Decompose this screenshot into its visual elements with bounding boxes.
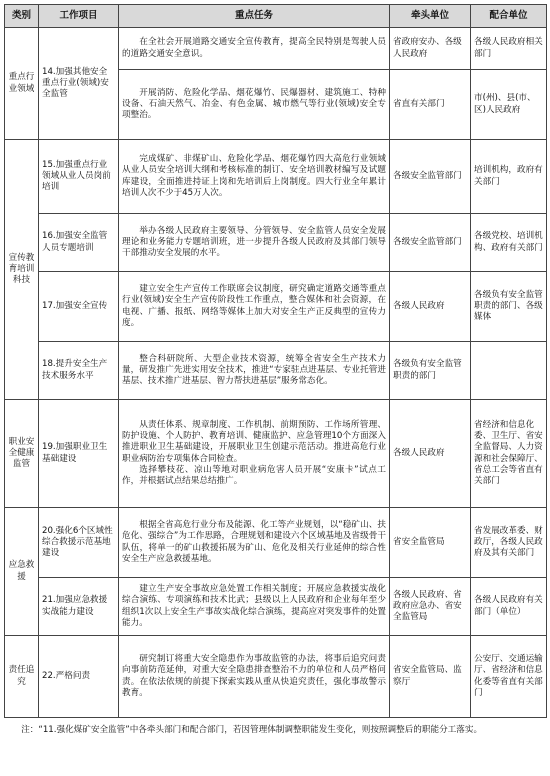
cooperate-cell: 市(州)、县(市、区)人民政府 [471, 70, 547, 140]
task-cell: 根据全省高危行业分布及能源、化工等产业规划，以“稳矿山、扶危化、强综合”为工作思路，合理规划和建设六个区域基地及省级骨干队伍，将单一的矿山救援拓展为矿山、危化及相关行业延伸的综合性安全生产应急救援基地。 [119, 508, 390, 578]
lead-cell: 各级安全监管部门 [390, 214, 471, 272]
lead-cell: 省安全监管局 [390, 508, 471, 578]
header-project: 工作项目 [39, 5, 119, 28]
project-cell: 22.严格问责 [39, 636, 119, 718]
document-page [4, 4, 546, 736]
task-cell: 建立安全生产宣传工作联席会议制度，研究确定道路交通等重点行业(领域)安全生产宣传阶段性工作重点，整合媒体和社会资源，在电视、广播、报纸、网络等媒体上加大对安全生产正反典型的宣传力度。 [119, 272, 390, 342]
table-header-row [5, 5, 547, 28]
work-task-table [4, 4, 547, 718]
table-row [5, 636, 547, 718]
table-row [5, 342, 547, 400]
lead-cell: 各级安全监管部门 [390, 140, 471, 214]
category-cell: 应急救援 [5, 508, 39, 636]
task-cell: 开展消防、危险化学品、烟花爆竹、民爆器材、建筑施工、特种设备、石油天然气、冶金、有色金属、城市燃气等行业(领域)安全专项整治。 [119, 70, 390, 140]
cooperate-cell: 省发展改革委、财政厅，各级人民政府及其有关部门 [471, 508, 547, 578]
cooperate-cell: 各级人民政府相关部门 [471, 28, 547, 70]
task-cell: 研究制订将重大安全隐患作为事故监管的办法，将事后追究问责向事前防范延伸，对重大安全隐患排查整治不力的单位和人员严格问责。在依法依规的前提下探索实践从重从快追究责任，强化事故警示教育。 [119, 636, 390, 718]
cooperate-cell [471, 342, 547, 400]
table-row [5, 272, 547, 342]
table-row [5, 578, 547, 636]
cooperate-cell: 省经济和信息化委、卫生厅、省安全监督局、人力资源和社会保障厅、省总工会等省直有关部门 [471, 400, 547, 508]
cooperate-cell: 公安厅、交通运输厅、省经济和信息化委等省直有关部门 [471, 636, 547, 718]
project-cell: 15.加强重点行业领域从业人员岗前培训 [39, 140, 119, 214]
table-row [5, 214, 547, 272]
table-row [5, 508, 547, 578]
project-cell: 19.加强职业卫生基础建设 [39, 400, 119, 508]
project-cell: 18.提升安全生产技术服务水平 [39, 342, 119, 400]
project-cell: 21.加强应急救援实战能力建设 [39, 578, 119, 636]
table-row [5, 140, 547, 214]
task-paragraph: 从责任体系、规章制度、工作机制、前期预防、工作场所管理、防护设施、个人防护、教育培训、健康监护、应急管理10个方面深入推进职业卫生基础建设，开展职业卫生创建示范活动。推进高危行业职业病防治专项集体合同检查。 [122, 419, 386, 464]
project-cell: 17.加强安全宣传 [39, 272, 119, 342]
task-paragraph: 选择攀枝花、凉山等地对职业病危害人员开展“安康卡”试点工作，并根据试点结果总结推广。 [122, 464, 386, 487]
header-task: 重点任务 [119, 5, 390, 28]
category-cell: 重点行业领域 [5, 28, 39, 140]
lead-cell: 省政府安办、各级人民政府 [390, 28, 471, 70]
footnote: 注：“11.强化煤矿安全监管”中各牵头部门和配合部门，若因管理体制调整职能发生变化，则按照调整后的职能分工落实。 [21, 725, 483, 735]
task-cell: 整合科研院所、大型企业技术资源，统筹全省安全生产技术力量，研发推广先进实用安全技术，推进“专家驻点进基层、专业托管进基层、技术推广进基层、智力帮扶进基层”服务常态化。 [119, 342, 390, 400]
category-cell: 职业安全健康监管 [5, 400, 39, 508]
header-category: 类别 [5, 5, 39, 28]
cooperate-cell: 各级负有安全监管职责的部门、各级媒体 [471, 272, 547, 342]
category-cell: 宣传教育培训科技 [5, 140, 39, 400]
task-cell [119, 400, 390, 508]
task-cell: 举办各级人民政府主要领导、分管领导、安全监管人员安全发展理论和业务能力专题培训班，进一步提升各级人民政府及其部门领导干部推动安全发展的水平。 [119, 214, 390, 272]
project-cell: 16.加强安全监管人员专题培训 [39, 214, 119, 272]
table-row [5, 400, 547, 508]
header-lead: 牵头单位 [390, 5, 471, 28]
lead-cell: 省安全监管局、监察厅 [390, 636, 471, 718]
lead-cell: 各级人民政府、省政府应急办、省安全监管局 [390, 578, 471, 636]
table-row [5, 28, 547, 70]
cooperate-cell: 各级人民政府有关部门（单位） [471, 578, 547, 636]
lead-cell: 各级人民政府 [390, 400, 471, 508]
category-cell: 责任追究 [5, 636, 39, 718]
task-cell: 在全社会开展道路交通安全宣传教育，提高全民特别是驾驶人员的道路交通安全意识。 [119, 28, 390, 70]
lead-cell: 各级人民政府 [390, 272, 471, 342]
header-cooperate: 配合单位 [471, 5, 547, 28]
project-cell: 20.强化6个区域性综合救援示范基地建设 [39, 508, 119, 578]
lead-cell: 省直有关部门 [390, 70, 471, 140]
lead-cell: 各级负有安全监管职责的部门 [390, 342, 471, 400]
task-cell: 建立生产安全事故应急处置工作相关制度；开展应急救援实战化综合演练、专项演练和技术比武；县级以上人民政府和企业每年至少组织1次以上安全生产事故实战化综合演练，提高应对突发事件的处置能力。 [119, 578, 390, 636]
cooperate-cell: 培训机构，政府有关部门 [471, 140, 547, 214]
project-cell: 14.加强其他安全重点行业(领域)安全监管 [39, 28, 119, 140]
cooperate-cell: 各级党校、培训机构、政府有关部门 [471, 214, 547, 272]
task-cell: 完成煤矿、非煤矿山、危险化学品、烟花爆竹四大高危行业领域从业人员安全培训大纲和考核标准的制订、安全培训教材编写及试题库建设，全面推进持证上岗和先培训后上岗制度。四大行业全年累计培训人次不少于45万人次。 [119, 140, 390, 214]
